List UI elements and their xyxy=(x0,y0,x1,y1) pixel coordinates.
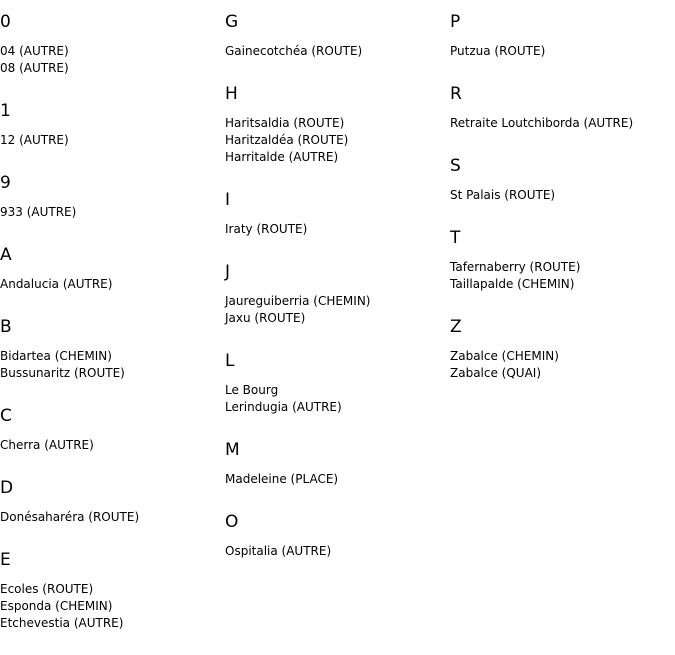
street-entry: Cherra (AUTRE) xyxy=(0,438,94,452)
letter-section xyxy=(225,250,450,327)
index-column xyxy=(450,0,675,394)
section-letter-heading: Z xyxy=(450,317,462,337)
section-letter-heading: 9 xyxy=(0,173,11,193)
street-entry: Haritzaldéa (ROUTE) xyxy=(225,133,349,147)
letter-section xyxy=(450,216,675,293)
letter-section xyxy=(450,0,675,60)
street-entry: Andalucia (AUTRE) xyxy=(0,277,113,291)
street-entry: Ecoles (ROUTE) xyxy=(0,582,94,596)
street-entry: Bidartea (CHEMIN) xyxy=(0,349,112,363)
section-letter-heading: P xyxy=(450,12,461,32)
street-entry: Bussunaritz (ROUTE) xyxy=(0,366,125,380)
street-entry: Ospitalia (AUTRE) xyxy=(225,544,332,558)
street-entry: Iraty (ROUTE) xyxy=(225,222,308,236)
section-letter-heading: J xyxy=(225,262,231,282)
section-letter-heading: E xyxy=(0,550,11,570)
letter-section xyxy=(0,538,225,632)
street-entry: Zabalce (CHEMIN) xyxy=(450,349,559,363)
street-entry: Madeleine (PLACE) xyxy=(225,472,339,486)
street-entry: Esponda (CHEMIN) xyxy=(0,599,113,613)
street-entry: Tafernaberry (ROUTE) xyxy=(450,260,581,274)
letter-section xyxy=(225,428,450,488)
section-letter-heading: C xyxy=(0,406,12,426)
street-entry: Zabalce (QUAI) xyxy=(450,366,542,380)
section-letter-heading: I xyxy=(225,190,231,210)
section-letter-heading: 1 xyxy=(0,101,11,121)
letter-section xyxy=(225,72,450,166)
letter-section xyxy=(0,161,225,221)
street-entry: Lerindugia (AUTRE) xyxy=(225,400,342,414)
index-column xyxy=(0,0,225,644)
section-letter-heading: H xyxy=(225,84,238,104)
letter-section xyxy=(0,89,225,149)
section-letter-heading: R xyxy=(450,84,462,104)
street-entry: Retraite Loutchiborda (AUTRE) xyxy=(450,116,634,130)
section-letter-heading: L xyxy=(225,351,235,371)
letter-section xyxy=(225,178,450,238)
section-letter-heading: O xyxy=(225,512,239,532)
street-entry: Le Bourg xyxy=(225,383,279,397)
street-entry: 08 (AUTRE) xyxy=(0,61,69,75)
street-entry: Taillapalde (CHEMIN) xyxy=(450,277,575,291)
letter-section xyxy=(0,466,225,526)
street-entry: Putzua (ROUTE) xyxy=(450,44,546,58)
section-letter-heading: D xyxy=(0,478,14,498)
letter-section xyxy=(450,144,675,204)
street-entry: 04 (AUTRE) xyxy=(0,44,69,58)
section-letter-heading: A xyxy=(0,245,12,265)
street-entry: Donésaharéra (ROUTE) xyxy=(0,510,140,524)
section-letter-heading: B xyxy=(0,317,12,337)
letter-section xyxy=(0,233,225,293)
letter-section xyxy=(0,0,225,77)
letter-section xyxy=(450,305,675,382)
letter-section xyxy=(225,339,450,416)
letter-section xyxy=(0,305,225,382)
section-letter-heading: S xyxy=(450,156,461,176)
index-column xyxy=(225,0,450,572)
street-entry: Haritsaldia (ROUTE) xyxy=(225,116,345,130)
street-entry: Jaureguiberria (CHEMIN) xyxy=(225,294,371,308)
street-entry: St Palais (ROUTE) xyxy=(450,188,556,202)
letter-section xyxy=(450,72,675,132)
street-entry: Etchevestia (AUTRE) xyxy=(0,616,124,630)
section-letter-heading: M xyxy=(225,440,240,460)
street-entry: Jaxu (ROUTE) xyxy=(225,311,306,325)
street-entry: 12 (AUTRE) xyxy=(0,133,69,147)
section-letter-heading: T xyxy=(450,228,461,248)
section-letter-heading: 0 xyxy=(0,12,11,32)
street-entry: Gainecotchéa (ROUTE) xyxy=(225,44,363,58)
letter-section xyxy=(225,500,450,560)
section-letter-heading: G xyxy=(225,12,239,32)
street-entry: 933 (AUTRE) xyxy=(0,205,77,219)
letter-section xyxy=(225,0,450,60)
letter-section xyxy=(0,394,225,454)
street-entry: Harritalde (AUTRE) xyxy=(225,150,339,164)
